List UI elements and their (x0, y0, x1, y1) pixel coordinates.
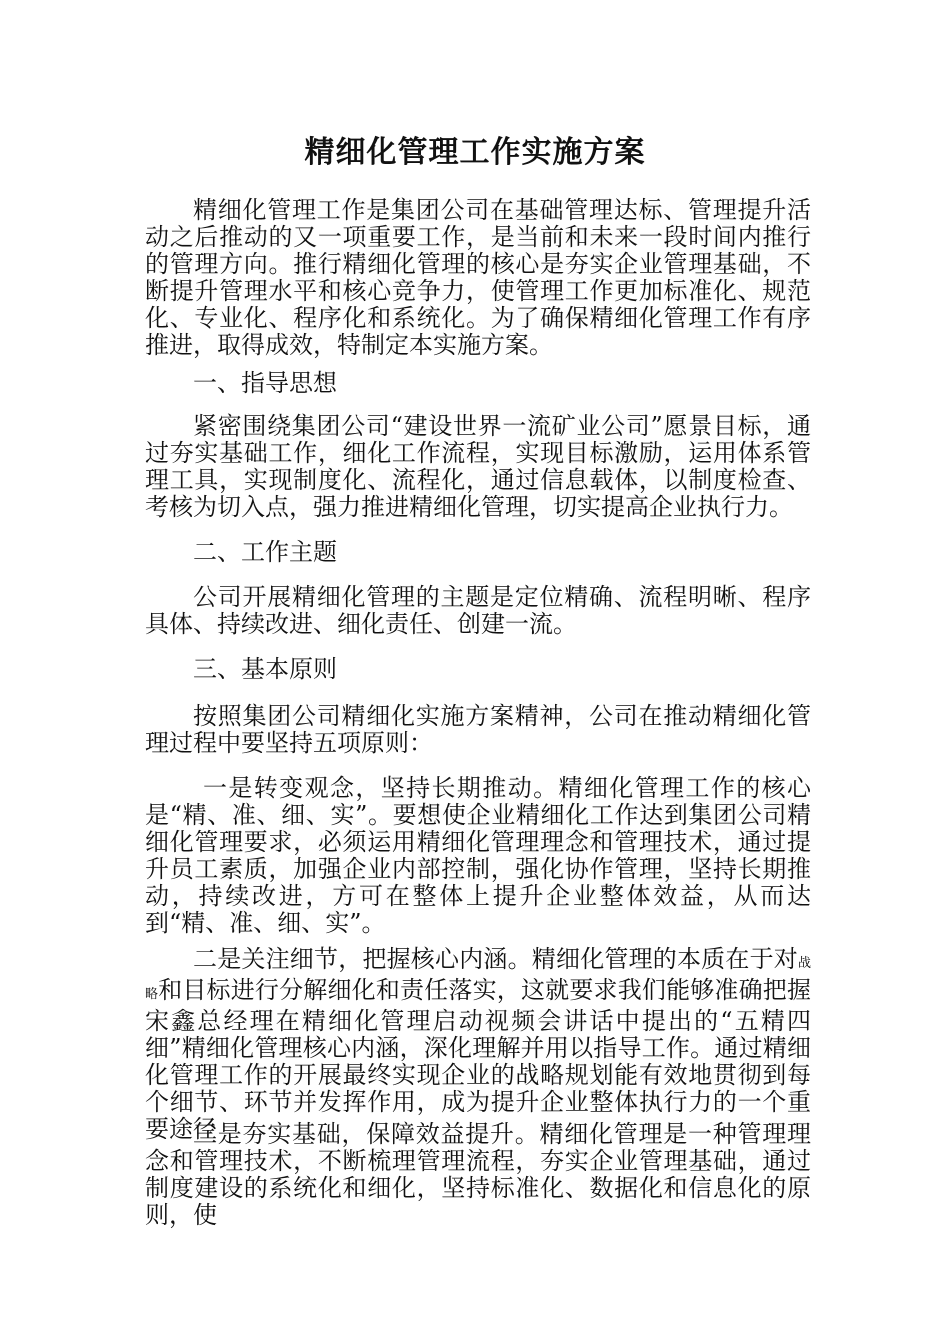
intro-paragraph: 精细化管理工作是集团公司在基础管理达标、管理提升活动之后推动的又一项重要工作，是当前和未来一段时间内推行的管理方向。推行精细化管理的核心是夯实企业管理基础，不断提升管理水平和核心竞争力，使管理工作更加标准化、规范化、专业化、程序化和系统化。为了确保精细化管理工作有序推进，取得成效，特制定本实施方案。 (145, 196, 811, 359)
document-title: 精细化管理工作实施方案 (304, 135, 646, 170)
principle-2-text-start: 二是关注细节，把握核心内涵。精细化管理的本质在于对 (193, 945, 798, 973)
section-heading-guiding-ideology: 一、指导思想 (193, 369, 337, 397)
section-heading-work-theme: 二、工作主题 (193, 538, 337, 566)
principle-2-small-text: 战略 (145, 956, 811, 1002)
section-body-guiding-ideology: 紧密围绕集团公司“建设世界一流矿业公司”愿景目标，通过夯实基础工作，细化工作流程，实现目标激励，运用体系管理工具，实现制度化、流程化，通过信息载体，以制度检查、考核为切入点，强力推进精细化管理，切实提高企业执行力。 (145, 412, 811, 521)
principle-2-paragraph (145, 946, 811, 1143)
section-body-work-theme: 公司开展精细化管理的主题是定位精确、流程明晰、程序具体、持续改进、细化责任、创建一流。 (145, 583, 811, 638)
principle-1-paragraph: 一是转变观念，坚持长期推动。精细化管理工作的核心是“精、准、细、实”。要想使企业精细化工作达到集团公司精细化管理要求，必须运用精细化管理理念和管理技术，通过提升员工素质，加强企业内部控制，强化协作管理，坚持长期推动，持续改进，方可在整体上提升企业整体效益，从而达到“精、准、细、实”。 (145, 774, 811, 937)
section-body-basic-principles: 按照集团公司精细化实施方案精神，公司在推动精细化管理过程中要坚持五项原则： (145, 702, 811, 757)
principle-2-text-end: 和目标进行分解细化和责任落实，这就要求我们能够准确把握宋鑫总经理在精细化管理启动视频会讲话中提出的“五精四细”精细化管理核心内涵，深化理解并用以指导工作。通过精细化管理工作的开展最终实现企业的战略规划能有效地贯彻到每个细节、环节并发挥作用，成为提升企业整体执行力的一个重要途径 (145, 976, 811, 1143)
principle-3-paragraph: 三是夯实基础，保障效益提升。精细化管理是一种管理理念和管理技术，不断梳理管理流程，夯实企业管理基础，通过制度建设的系统化和细化，坚持标准化、数据化和信息化的原则，使 (145, 1120, 811, 1229)
section-heading-basic-principles: 三、基本原则 (193, 655, 337, 683)
